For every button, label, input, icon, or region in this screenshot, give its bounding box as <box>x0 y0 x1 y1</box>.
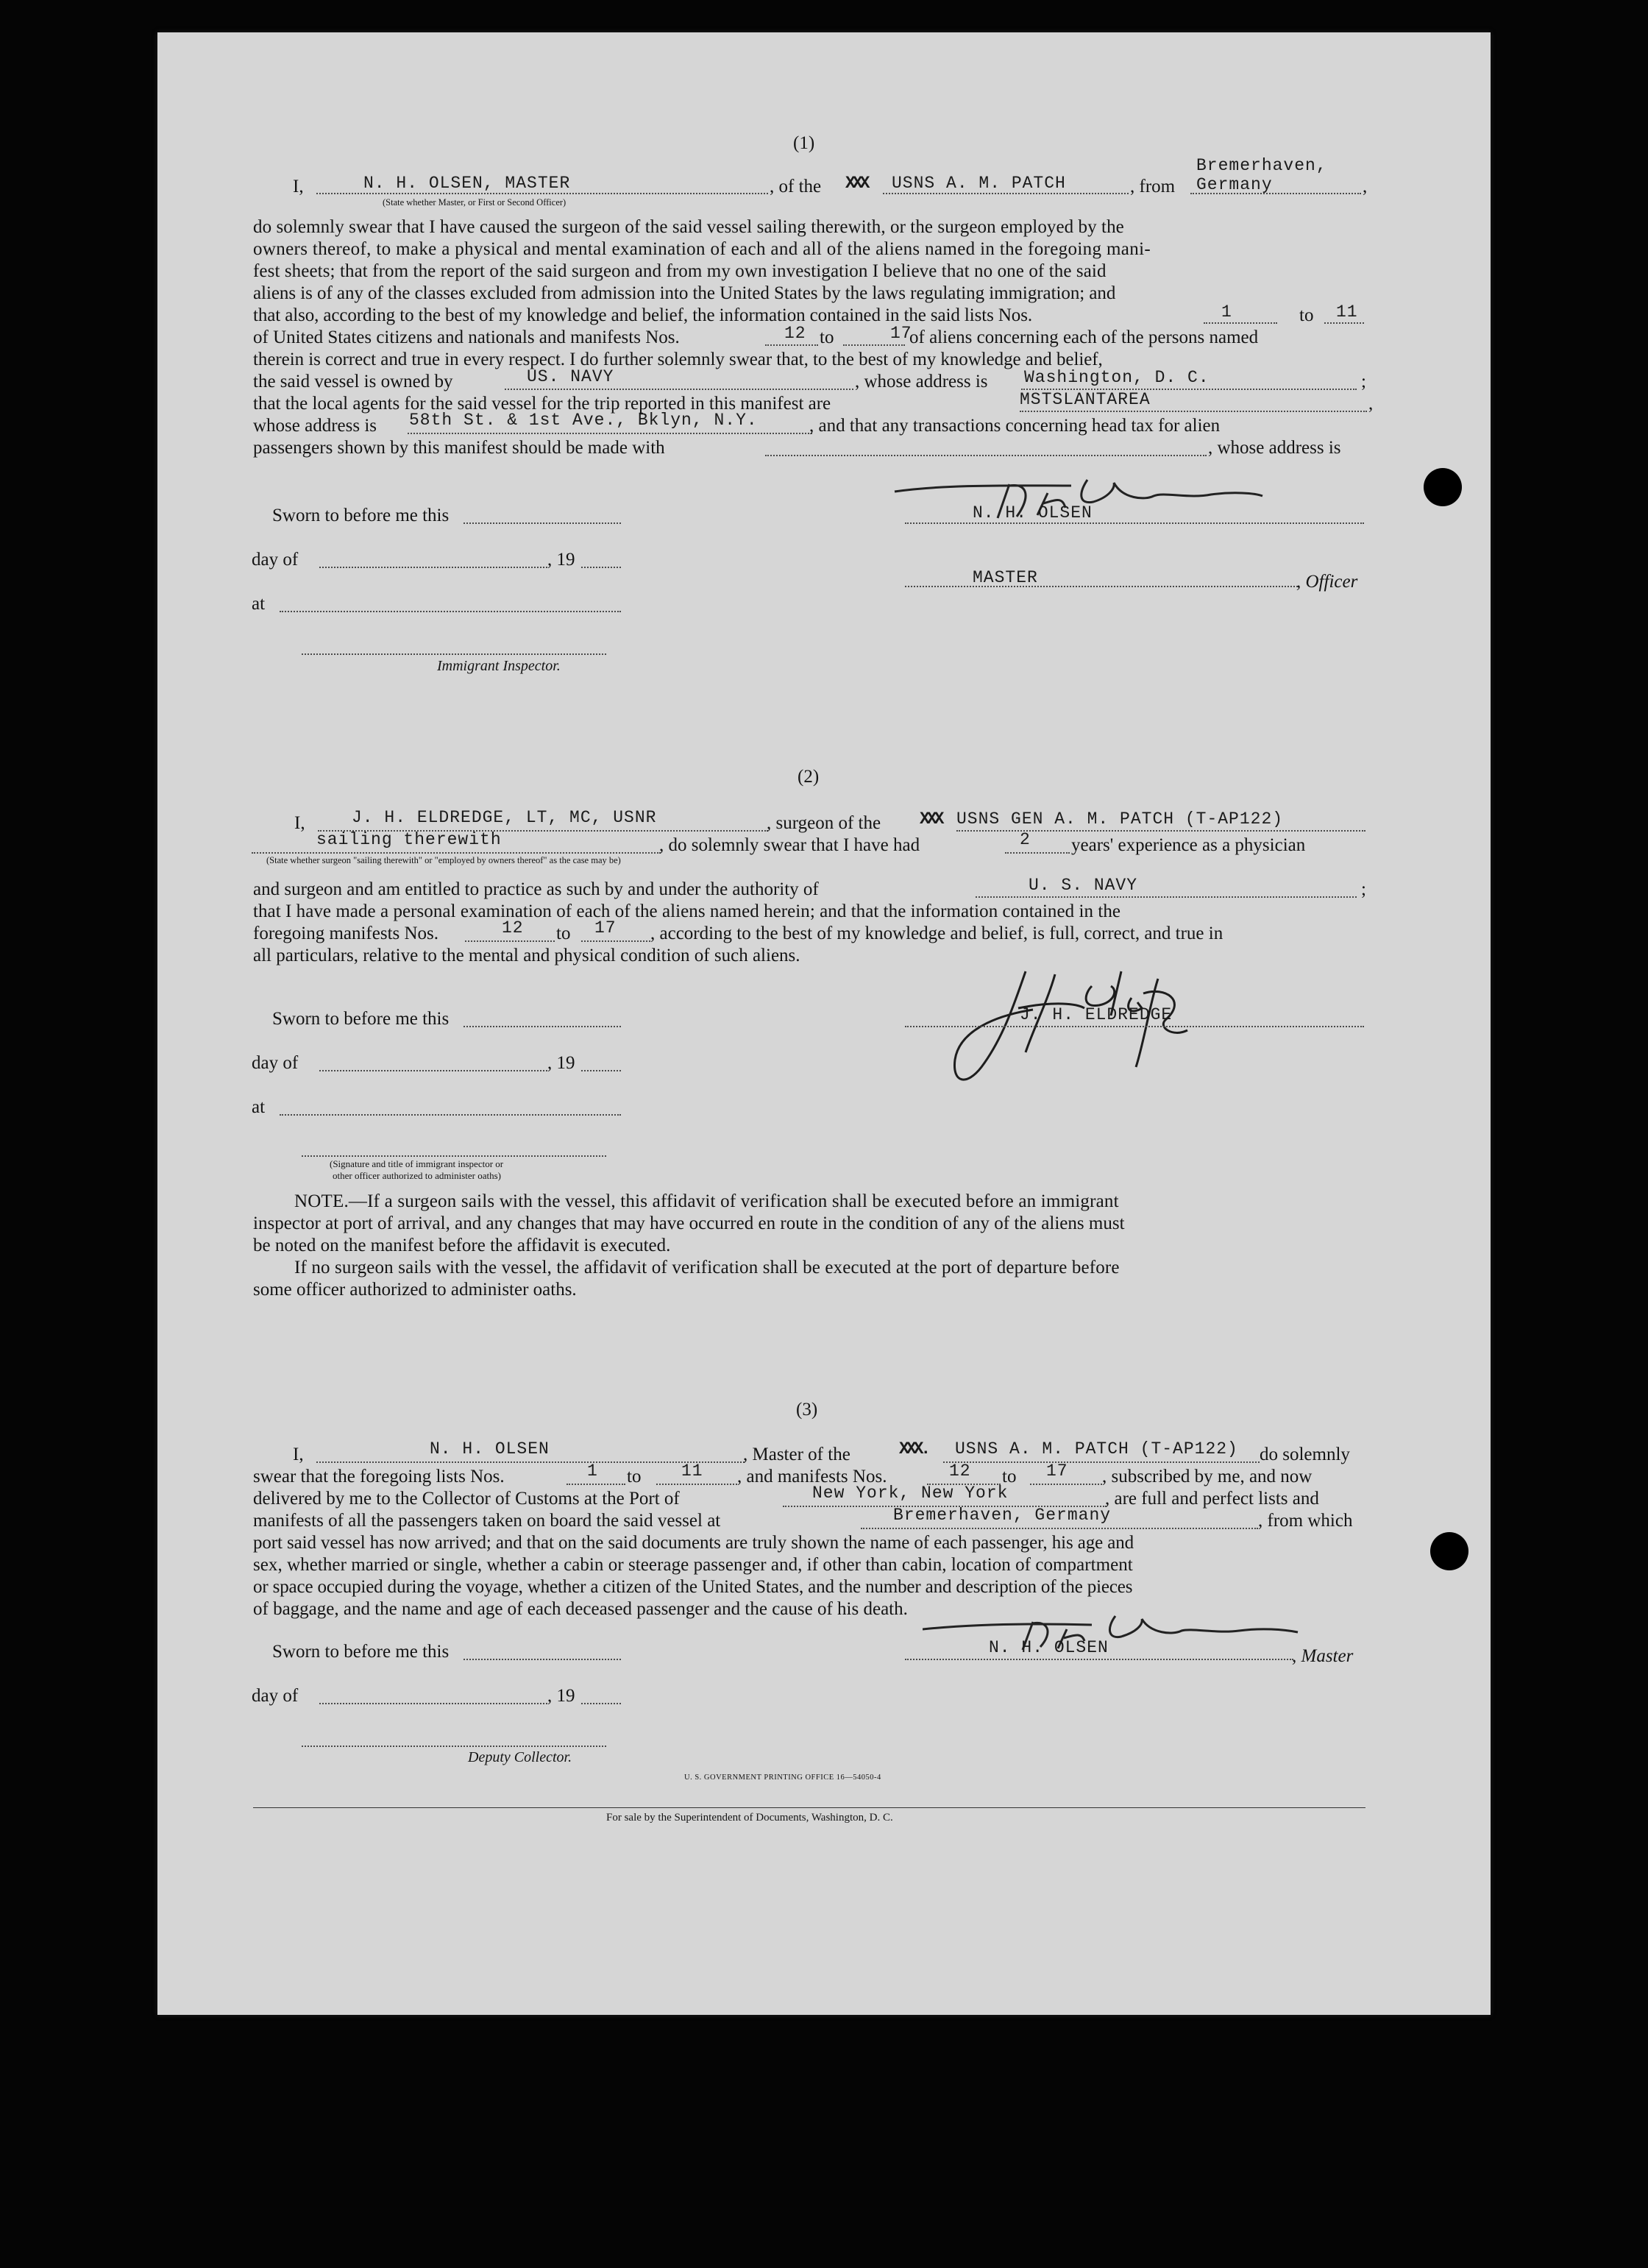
surgeon-line-5: foregoing manifests Nos. <box>253 924 439 943</box>
printing-office: U. S. GOVERNMENT PRINTING OFFICE 16—54050-4 <box>684 1773 881 1782</box>
boarded-at-line <box>861 1528 1258 1529</box>
note-line-1: NOTE.—If a surgeon sails with the vessel, this affidavit of verification shall be executed before an immigrant <box>294 1191 1119 1211</box>
surgeon-line-6: all particulars, relative to the mental and physical condition of such aliens. <box>253 946 800 965</box>
oath-line-1: do solemnly swear that I have caused the surgeon of the said vessel sailing therewith, or the surgeon employed by the <box>253 217 1124 237</box>
head-tax-payee-line <box>765 455 1207 456</box>
surgeon-name: J. H. ELDREDGE, LT, MC, USNR <box>352 808 657 827</box>
vessel-name-2: USNS GEN A. M. PATCH (T-AP122) <box>956 809 1284 829</box>
head-tax-line: passengers shown by this manifest should be made with <box>253 438 665 458</box>
agents-name: MSTSLANTAREA <box>1020 390 1151 409</box>
port-line-2: Germany <box>1196 175 1273 194</box>
agents-line <box>1020 411 1367 412</box>
inspector-sig-line <box>302 1155 606 1157</box>
from-which-text: , from which <box>1258 1511 1353 1531</box>
s3-line-7: or space occupied during the voyage, whether a citizen of the United States, and the number and description of the pieces <box>253 1577 1133 1597</box>
s3-manifests-to: 17 <box>1046 1461 1068 1481</box>
strike-mark-2: XXX <box>920 809 942 829</box>
s3-lists-to: 11 <box>681 1461 703 1481</box>
sworn-label-1: Sworn to before me this <box>272 506 450 525</box>
years-line <box>1005 852 1070 854</box>
signed-name-line-2 <box>905 1026 1364 1027</box>
s3-manifests-label: , and manifests Nos. <box>737 1467 887 1486</box>
authority-label: and surgeon and am entitled to practice as such by and under the authority of <box>253 879 819 899</box>
at-line-1 <box>280 611 621 612</box>
section-3-number: (3) <box>796 1400 818 1420</box>
authority-line <box>976 896 1357 898</box>
sworn-line-3 <box>464 1659 621 1660</box>
strike-mark: XXX <box>845 174 867 193</box>
comma: , <box>1363 177 1368 196</box>
day-of-line-2 <box>319 1070 547 1071</box>
sale-notice: For sale by the Superintendent of Documents, Washington, D. C. <box>606 1812 893 1824</box>
s3-signed-name: N. H. OLSEN <box>989 1638 1109 1657</box>
year-line-3 <box>581 1703 621 1704</box>
lists-to-line <box>1324 322 1364 324</box>
surgeon-state-note: (State whether surgeon "sailing therewith" or "employed by owners thereof" as the case may be) <box>266 855 621 865</box>
oath-line-5: that also, according to the best of my knowledge and belief, the information contained in the said lists Nos. <box>253 305 1032 325</box>
from-label: , from <box>1130 177 1176 196</box>
year-line-2 <box>581 1070 621 1071</box>
sworn-line-2 <box>464 1026 621 1027</box>
s3-signed-name-line <box>905 1659 1293 1660</box>
master-name-line <box>316 193 768 194</box>
strike-mark-3: XXX. <box>899 1439 928 1459</box>
section-1-i: I, <box>293 177 304 196</box>
note-line-3: be noted on the manifest before the affidavit is executed. <box>253 1236 671 1255</box>
semicolon: ; <box>1361 372 1366 391</box>
whose-address-label: , whose address is <box>1208 438 1341 458</box>
s2-manifests-from-line <box>465 940 555 942</box>
boarded-at: Bremerhaven, Germany <box>893 1506 1112 1525</box>
sworn-line-1 <box>464 522 621 524</box>
year-label-1: , 19 <box>547 550 575 570</box>
port-of-arrival: New York, New York <box>812 1484 1009 1503</box>
lists-to: 11 <box>1336 302 1358 322</box>
sailing-line <box>252 852 661 854</box>
master-label: , Master <box>1292 1646 1354 1666</box>
manifests-to-line <box>843 344 905 346</box>
authority: U. S. NAVY <box>1029 876 1138 895</box>
s3-manifests-from: 12 <box>949 1461 971 1481</box>
day-of-label-3: day of <box>252 1686 299 1706</box>
rank-line <box>905 586 1298 587</box>
day-of-label-1: day of <box>252 550 299 570</box>
note-line-2: inspector at port of arrival, and any changes that may have occurred en route in the condition of any of the aliens must <box>253 1213 1125 1233</box>
note2-line-2: some officer authorized to administer oaths. <box>253 1280 577 1300</box>
agents-address-line <box>408 433 812 434</box>
s3-to-label: to <box>627 1467 642 1486</box>
s3-line-8: of baggage, and the name and age of each deceased passenger and the cause of his death. <box>253 1599 908 1619</box>
master-of-label: , Master of the <box>743 1445 850 1464</box>
rank: MASTER <box>973 568 1038 587</box>
section-2-number: (2) <box>798 767 820 787</box>
state-note: (State whether Master, or First or Second Officer) <box>383 197 566 208</box>
inspector-line <box>302 653 606 655</box>
vessel-line-2 <box>956 830 1365 832</box>
oath-line-4: aliens is of any of the classes excluded from admission into the United States by the laws regulating immigration; and <box>253 283 1116 303</box>
officer-label: , Officer <box>1296 572 1358 592</box>
sig-note-2: other officer authorized to administer oaths) <box>333 1170 501 1181</box>
s3-master-line <box>316 1461 745 1463</box>
lists-from: 1 <box>1221 302 1232 322</box>
manifests-from: 12 <box>784 324 806 343</box>
oath-line-6: of United States citizens and nationals and manifests Nos. <box>253 327 680 347</box>
lists-from-line <box>1204 322 1277 324</box>
to-label-2: to <box>820 327 834 347</box>
owner-line <box>505 389 853 390</box>
day-of-line-1 <box>319 567 547 568</box>
surgeon-of-label: , surgeon of the <box>767 813 881 833</box>
s3-lists-label: swear that the foregoing lists Nos. <box>253 1467 505 1486</box>
boarded-label: manifests of all the passengers taken on board the said vessel at <box>253 1511 721 1531</box>
section-3-i: I, <box>293 1445 304 1464</box>
sailing-status: sailing therewith <box>316 830 502 849</box>
owner-address: Washington, D. C. <box>1024 368 1210 387</box>
s3-vessel-line <box>943 1461 1260 1463</box>
owner-name: US. NAVY <box>527 367 614 386</box>
s3-master-name: N. H. OLSEN <box>430 1439 550 1459</box>
s3-vessel-name: USNS A. M. PATCH (T-AP122) <box>955 1439 1238 1459</box>
sworn-label-2: Sworn to before me this <box>272 1009 450 1029</box>
year-label-2: , 19 <box>547 1053 575 1073</box>
agents-address-label: whose address is <box>253 416 377 436</box>
s3-lists-to-line <box>656 1484 737 1485</box>
sworn-label-3: Sworn to before me this <box>272 1642 450 1662</box>
s2-to-label: to <box>556 924 571 943</box>
head-tax-text: , and that any transactions concerning head tax for alien <box>809 416 1221 436</box>
agents-address: 58th St. & 1st Ave., Bklyn, N.Y. <box>409 411 758 430</box>
punch-hole-bottom <box>1430 1532 1468 1570</box>
s3-line-6: sex, whether married or single, whether a cabin or steerage passenger and, if other than cabin, location of compartment <box>253 1555 1133 1575</box>
at-line-2 <box>280 1114 621 1116</box>
oath-line-7: therein is correct and true in every respect. I do further solemnly swear that, to the best of my knowledge and belief, <box>253 350 1103 369</box>
s2-manifests-to: 17 <box>594 918 617 938</box>
surgeon-line-4: that I have made a personal examination of each of the aliens named herein; and that the information contained in the <box>253 901 1121 921</box>
footer-rule <box>253 1807 1365 1808</box>
day-of-label-2: day of <box>252 1053 299 1073</box>
s3-lists-from-line <box>566 1484 625 1485</box>
surgeon-line-5b: , according to the best of my knowledge and belief, is full, correct, and true in <box>650 924 1223 943</box>
at-label-2: at <box>252 1097 266 1117</box>
section-2-i: I, <box>294 813 305 833</box>
signed-name-2: J. H. ELDREDGE <box>1020 1005 1173 1024</box>
do-solemnly-label: do solemnly <box>1260 1445 1350 1464</box>
full-lists-text: , are full and perfect lists and <box>1105 1489 1319 1509</box>
sig-note-1: (Signature and title of immigrant inspector or <box>330 1158 504 1169</box>
s3-to-label-2: to <box>1002 1467 1017 1486</box>
collector-port-label: delivered by me to the Collector of Customs at the Port of <box>253 1489 680 1509</box>
manifests-to: 17 <box>890 324 912 343</box>
years-experience: 2 <box>1020 830 1031 849</box>
oath-line-2: owners thereof, to make a physical and mental examination of each and all of the aliens named in the foregoing mani- <box>253 239 1151 259</box>
vessel-line <box>883 193 1129 194</box>
signed-name-1: N. H. OLSEN <box>973 503 1093 522</box>
agents-comma: , <box>1368 394 1374 414</box>
note2-line-1: If no surgeon sails with the vessel, the affidavit of verification shall be executed at the port of departure before <box>294 1258 1120 1277</box>
port-line-1: Bremerhaven, <box>1196 156 1327 175</box>
manifests-from-line <box>765 344 818 346</box>
surgeon-swear-text: , do solemnly swear that I have had <box>659 835 920 855</box>
deputy-collector-label: Deputy Collector. <box>468 1749 572 1765</box>
of-the-label: , of the <box>770 177 822 196</box>
owner-label: the said vessel is owned by <box>253 372 453 391</box>
s3-manifests-to-line <box>1030 1484 1102 1485</box>
olsen-signature-2 <box>923 1606 1305 1657</box>
subscribed-text: , subscribed by me, and now <box>1102 1467 1313 1486</box>
s3-lists-from: 1 <box>587 1461 598 1481</box>
punch-hole-top <box>1424 468 1462 506</box>
agents-label: that the local agents for the said vessel for the trip reported in this manifest are <box>253 394 831 414</box>
signed-name-line-1 <box>905 522 1364 524</box>
section-1-number: (1) <box>793 133 815 153</box>
year-label-3: , 19 <box>547 1686 575 1706</box>
inspector-label: Immigrant Inspector. <box>437 658 561 674</box>
s2-manifests-to-line <box>581 940 650 942</box>
master-name: N. H. OLSEN, MASTER <box>363 174 571 193</box>
to-label: to <box>1299 305 1314 325</box>
authority-semicolon: ; <box>1361 879 1366 899</box>
owner-address-label: , whose address is <box>855 372 988 391</box>
at-label-1: at <box>252 594 266 614</box>
day-of-line-3 <box>319 1703 547 1704</box>
s2-manifests-from: 12 <box>502 918 524 938</box>
oath-line-3: fest sheets; that from the report of the said surgeon and from my own investigation I believe that no one of the said <box>253 261 1107 281</box>
vessel-name: USNS A. M. PATCH <box>892 174 1066 193</box>
physician-text: years' experience as a physician <box>1071 835 1306 855</box>
year-line-1 <box>581 567 621 568</box>
s3-line-5: port said vessel has now arrived; and that on the said documents are truly shown the name of each passenger, his age and <box>253 1533 1134 1553</box>
oath-line-6b: of aliens concerning each of the persons named <box>909 327 1259 347</box>
